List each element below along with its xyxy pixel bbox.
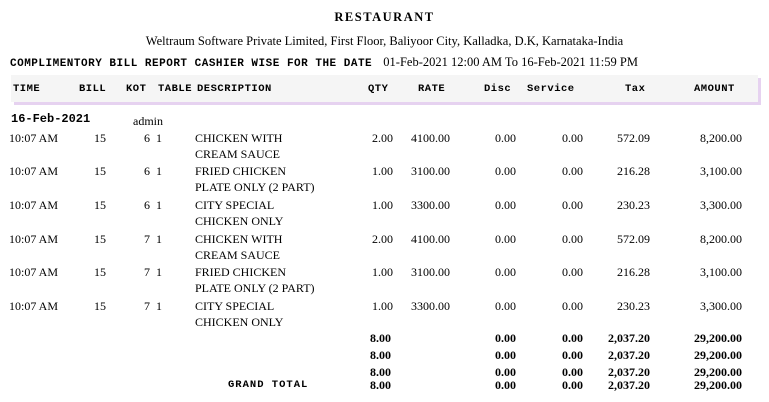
row-tax: 230.23 [617, 299, 650, 313]
row-service: 0.00 [562, 232, 583, 246]
subtotal-disc: 0.00 [495, 331, 516, 345]
col-description: DESCRIPTION [197, 83, 272, 95]
col-time: TIME [13, 83, 41, 95]
row-disc: 0.00 [495, 232, 516, 246]
row-rate: 3300.00 [411, 198, 450, 212]
row-rate: 3100.00 [411, 265, 450, 279]
col-service: Service [527, 83, 575, 95]
group-date: 16-Feb-2021 [11, 112, 91, 126]
subtotal-amount: 29,200.00 [694, 331, 742, 345]
row-tax: 230.23 [617, 198, 650, 212]
row-description: CITY SPECIAL [195, 299, 275, 313]
col-qty: QTY [368, 83, 389, 95]
grand-total-disc: 0.00 [495, 378, 516, 392]
row-description: CHICKEN WITH [195, 131, 283, 145]
row-service: 0.00 [562, 198, 583, 212]
row-description-line2: CREAM SAUCE [195, 248, 281, 262]
row-tax: 216.28 [617, 265, 650, 279]
row-kot: 6 [144, 198, 150, 212]
row-disc: 0.00 [495, 131, 516, 145]
row-table: 1 [156, 164, 162, 178]
row-kot: 7 [144, 265, 150, 279]
date-range: 01-Feb-2021 12:00 AM To 16-Feb-2021 11:59 PM [383, 55, 638, 69]
row-disc: 0.00 [495, 299, 516, 313]
row-kot: 6 [144, 164, 150, 178]
row-service: 0.00 [562, 164, 583, 178]
row-disc: 0.00 [495, 164, 516, 178]
row-amount: 3,300.00 [700, 198, 742, 212]
row-table: 1 [156, 232, 162, 246]
row-amount: 8,200.00 [700, 131, 742, 145]
row-kot: 7 [144, 232, 150, 246]
row-table: 1 [156, 198, 162, 212]
row-table: 1 [156, 265, 162, 279]
row-disc: 0.00 [495, 265, 516, 279]
row-tax: 572.09 [617, 232, 650, 246]
grand-total-tax: 2,037.20 [608, 378, 650, 392]
row-amount: 3,100.00 [700, 164, 742, 178]
subtotal-service: 0.00 [562, 348, 583, 362]
subtotal-amount: 29,200.00 [694, 348, 742, 362]
group-cashier: admin [133, 114, 163, 128]
row-time: 10:07 AM [9, 198, 59, 212]
row-qty: 1.00 [372, 198, 393, 212]
grand-total-amount: 29,200.00 [694, 378, 742, 392]
row-description: CITY SPECIAL [195, 198, 275, 212]
row-kot: 7 [144, 299, 150, 313]
row-kot: 6 [144, 131, 150, 145]
report-subtitle [10, 55, 638, 70]
subtotal-qty: 8.00 [370, 348, 391, 362]
row-time: 10:07 AM [9, 232, 59, 246]
row-tax: 216.28 [617, 164, 650, 178]
row-table: 1 [156, 299, 162, 313]
grand-total-label: GRAND TOTAL [228, 379, 309, 391]
subtotal-amount: 29,200.00 [694, 365, 742, 379]
row-rate: 4100.00 [411, 131, 450, 145]
row-qty: 2.00 [372, 131, 393, 145]
row-rate: 4100.00 [411, 232, 450, 246]
subtotal-disc: 0.00 [495, 348, 516, 362]
row-bill: 15 [94, 198, 106, 212]
row-service: 0.00 [562, 131, 583, 145]
row-time: 10:07 AM [9, 164, 59, 178]
subtotal-qty: 8.00 [370, 365, 391, 379]
row-qty: 1.00 [372, 265, 393, 279]
row-rate: 3100.00 [411, 164, 450, 178]
subtotal-tax: 2,037.20 [608, 348, 650, 362]
row-amount: 3,300.00 [700, 299, 742, 313]
row-rate: 3300.00 [411, 299, 450, 313]
col-bill: BILL [79, 83, 107, 95]
subtotal-tax: 2,037.20 [608, 331, 650, 345]
row-bill: 15 [94, 164, 106, 178]
row-description-line2: PLATE ONLY (2 PART) [195, 281, 315, 295]
row-time: 10:07 AM [9, 131, 59, 145]
col-tax: Tax [625, 83, 646, 95]
row-bill: 15 [94, 131, 106, 145]
row-description-line2: PLATE ONLY (2 PART) [195, 180, 315, 194]
row-disc: 0.00 [495, 198, 516, 212]
col-kot: KOT [126, 83, 147, 95]
col-rate: RATE [418, 83, 446, 95]
row-qty: 1.00 [372, 164, 393, 178]
row-bill: 15 [94, 232, 106, 246]
grand-total-service: 0.00 [562, 378, 583, 392]
subtotal-service: 0.00 [562, 331, 583, 345]
col-disc: Disc [484, 83, 512, 95]
grand-total-qty: 8.00 [370, 378, 391, 392]
row-description-line2: CREAM SAUCE [195, 147, 281, 161]
company-address: Weltraum Software Private Limited, First Floor, Baliyoor City, Kalladka, D.K, Karnataka-India [145, 34, 624, 48]
col-amount: AMOUNT [694, 83, 735, 95]
subtotal-qty: 8.00 [370, 331, 391, 345]
row-description-line2: CHICKEN ONLY [195, 315, 284, 329]
row-bill: 15 [94, 299, 106, 313]
row-service: 0.00 [562, 265, 583, 279]
row-table: 1 [156, 131, 162, 145]
row-time: 10:07 AM [9, 299, 59, 313]
row-description-line2: CHICKEN ONLY [195, 214, 284, 228]
row-qty: 1.00 [372, 299, 393, 313]
subtotal-disc: 0.00 [495, 365, 516, 379]
row-amount: 8,200.00 [700, 232, 742, 246]
report-label: COMPLIMENTORY BILL REPORT CASHIER WISE FOR THE DATE [10, 58, 373, 70]
row-description: FRIED CHICKEN [195, 164, 287, 178]
row-description: CHICKEN WITH [195, 232, 283, 246]
row-qty: 2.00 [372, 232, 393, 246]
subtotal-tax: 2,037.20 [608, 365, 650, 379]
row-amount: 3,100.00 [700, 265, 742, 279]
col-table: TABLE [158, 83, 193, 95]
row-description: FRIED CHICKEN [195, 265, 287, 279]
row-bill: 15 [94, 265, 106, 279]
row-tax: 572.09 [617, 131, 650, 145]
subtotal-service: 0.00 [562, 365, 583, 379]
row-time: 10:07 AM [9, 265, 59, 279]
row-service: 0.00 [562, 299, 583, 313]
report-title: RESTAURANT [334, 10, 435, 24]
